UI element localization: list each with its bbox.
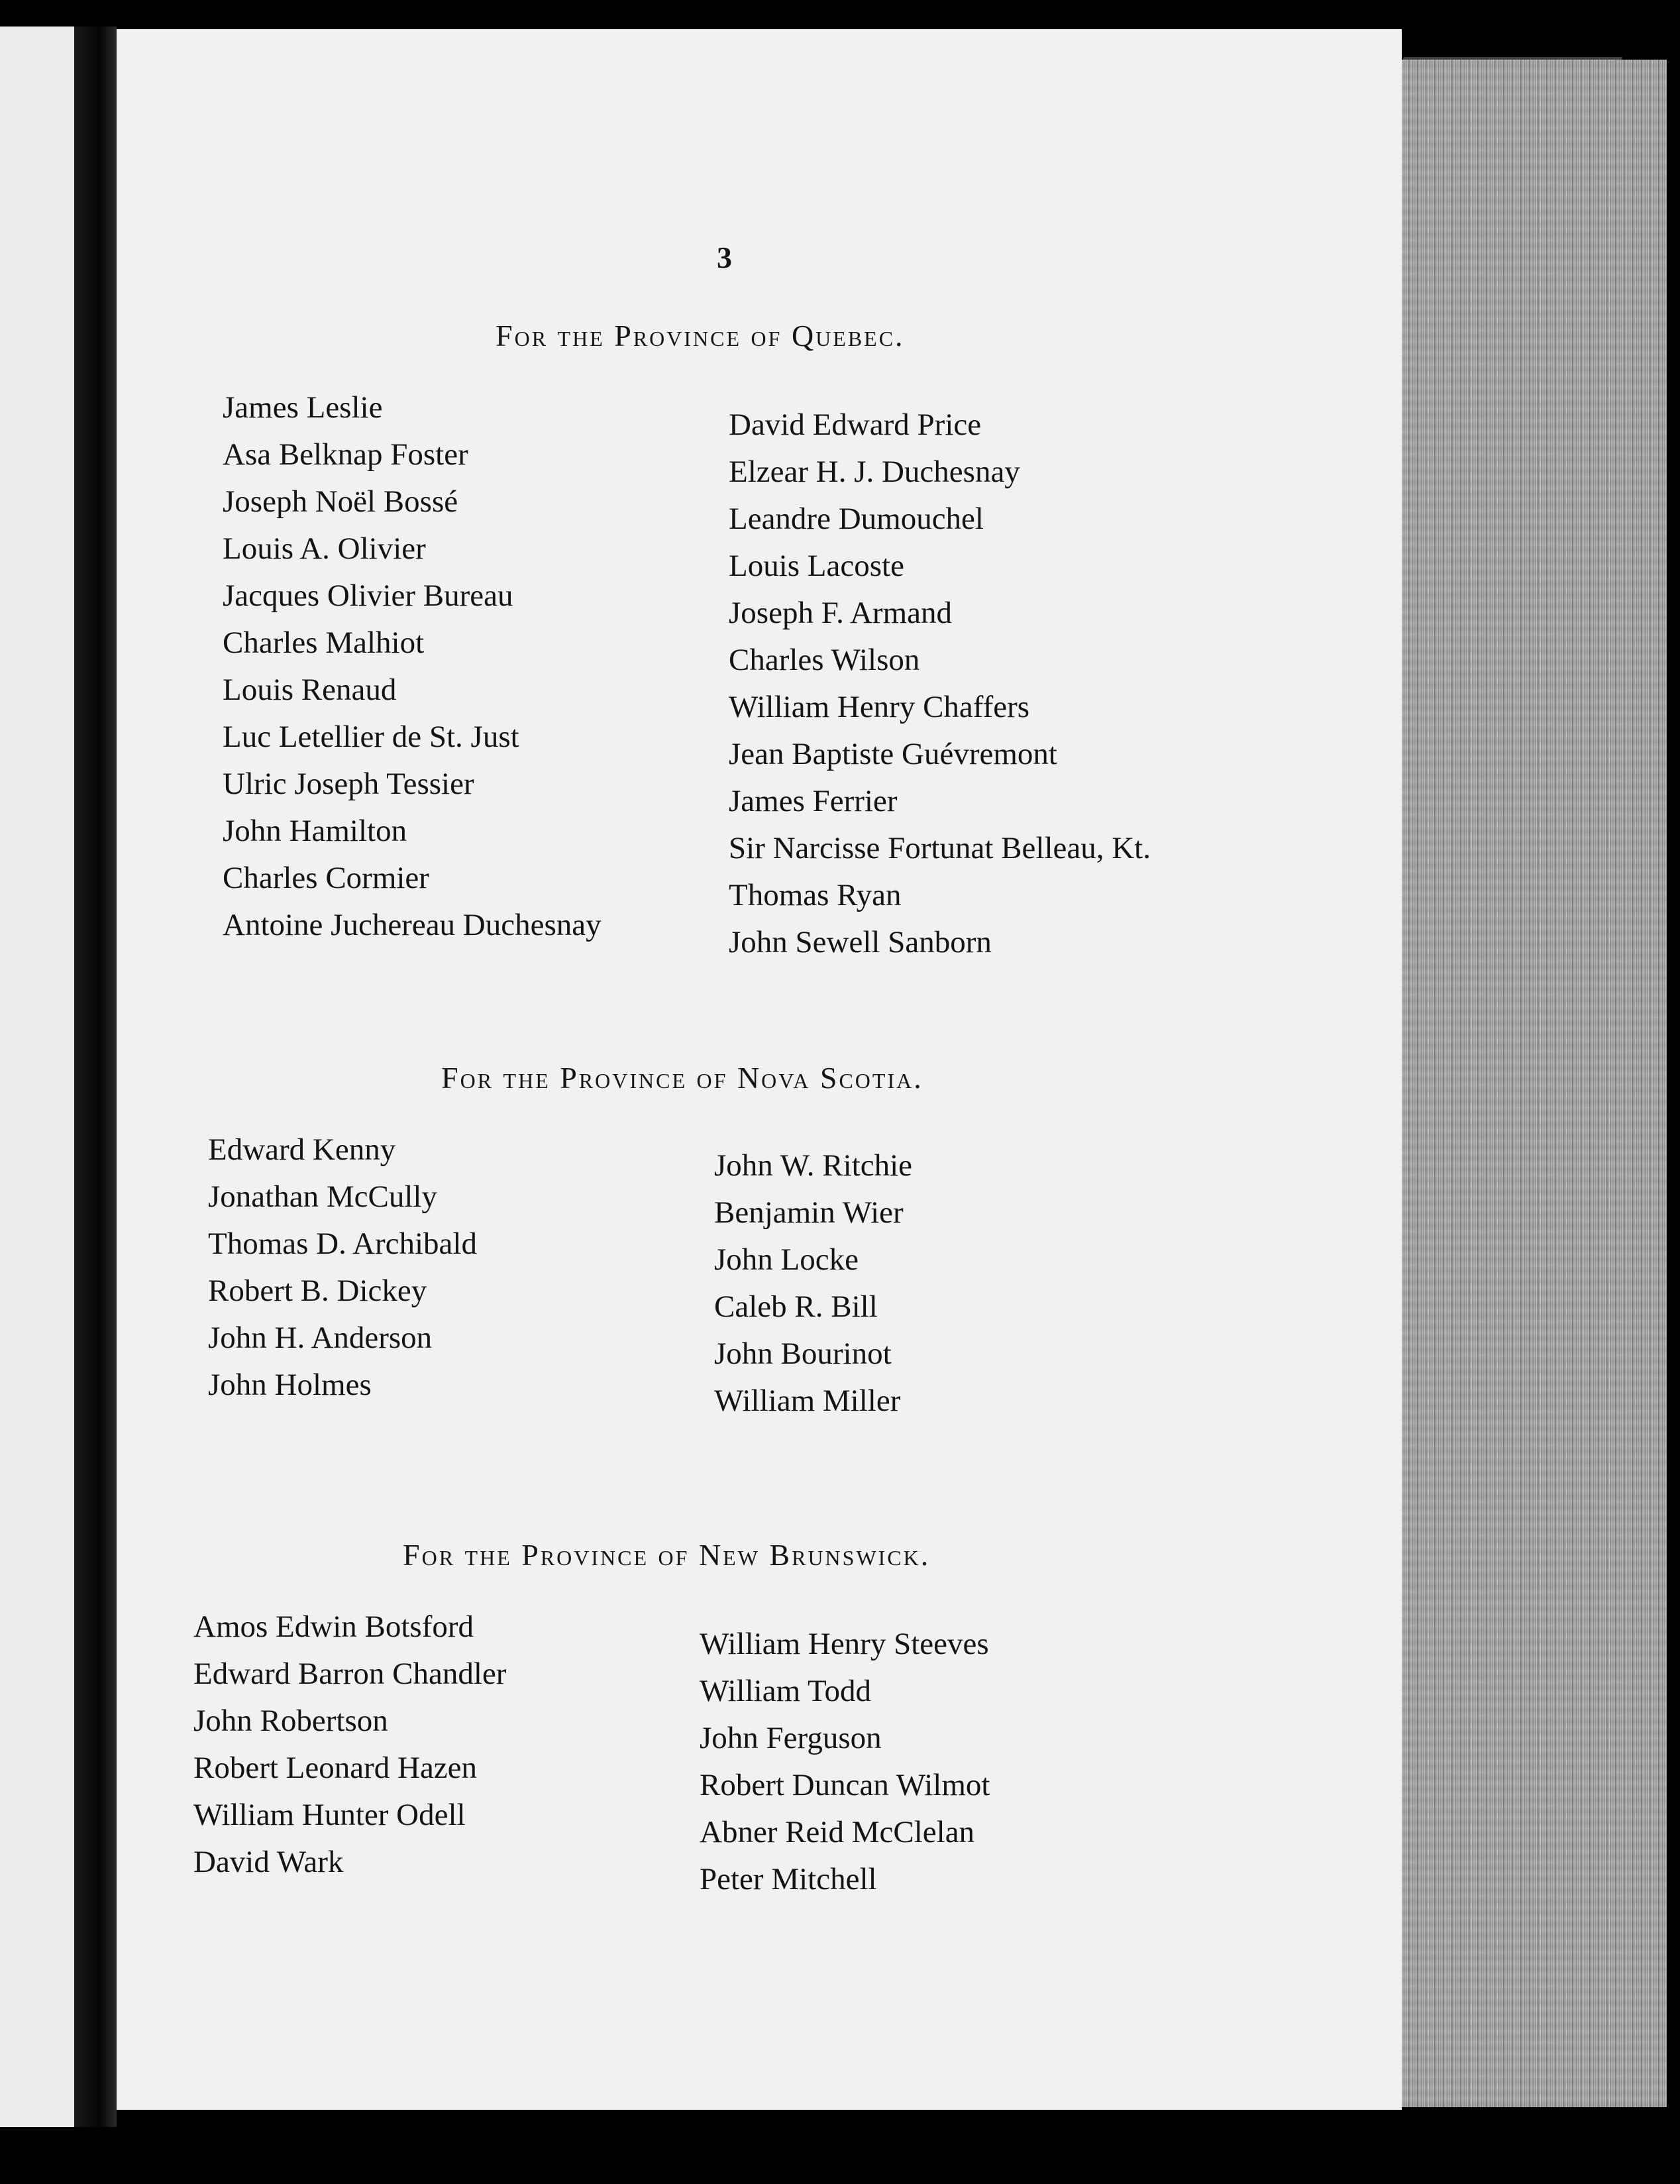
name-entry: Jonathan McCully bbox=[208, 1179, 437, 1214]
name-entry: William Todd bbox=[700, 1674, 871, 1708]
name-entry: Asa Belknap Foster bbox=[223, 437, 468, 472]
name-entry: Benjamin Wier bbox=[714, 1195, 904, 1230]
name-entry: Elzear H. J. Duchesnay bbox=[729, 455, 1020, 489]
name-entry: John H. Anderson bbox=[208, 1321, 433, 1355]
name-entry: Antoine Juchereau Duchesnay bbox=[223, 908, 602, 942]
name-entry: Robert B. Dickey bbox=[208, 1274, 427, 1308]
name-entry: Charles Cormier bbox=[223, 861, 429, 895]
name-entry: Jean Baptiste Guévremont bbox=[729, 737, 1057, 771]
name-entry: Louis Renaud bbox=[223, 673, 397, 707]
name-entry: John Robertson bbox=[193, 1704, 388, 1738]
name-entry: Edward Kenny bbox=[208, 1132, 396, 1167]
name-entry: David Edward Price bbox=[729, 408, 982, 442]
page-number: 3 bbox=[717, 241, 732, 274]
nova-scotia-names-right-column bbox=[714, 1142, 912, 1425]
name-entry: Amos Edwin Botsford bbox=[193, 1610, 474, 1644]
name-entry: Louis Lacoste bbox=[729, 549, 904, 583]
quebec-names-left-column bbox=[223, 384, 602, 949]
name-entry: Louis A. Olivier bbox=[223, 531, 426, 566]
name-entry: Luc Letellier de St. Just bbox=[223, 720, 519, 754]
name-entry: James Ferrier bbox=[729, 784, 898, 818]
name-entry: Thomas Ryan bbox=[729, 878, 902, 912]
name-entry: John W. Ritchie bbox=[714, 1148, 912, 1183]
name-entry: Jacques Olivier Bureau bbox=[223, 578, 513, 613]
name-entry: John Bourinot bbox=[714, 1337, 892, 1371]
nova-scotia-names-left-column bbox=[208, 1126, 477, 1409]
name-entry: John Ferguson bbox=[700, 1721, 882, 1755]
section-heading-quebec: For the Province of Quebec. bbox=[496, 319, 905, 353]
name-entry: Peter Mitchell bbox=[700, 1862, 877, 1896]
name-entry: William Henry Chaffers bbox=[729, 690, 1030, 724]
quebec-names-right-column bbox=[729, 402, 1151, 966]
name-entry: Leandre Dumouchel bbox=[729, 502, 984, 536]
name-entry: James Leslie bbox=[223, 390, 383, 425]
section-heading-new-brunswick: For the Province of New Brunswick. bbox=[403, 1538, 931, 1572]
new-brunswick-names-left-column bbox=[193, 1604, 506, 1886]
page-block-edges bbox=[1402, 60, 1667, 2107]
name-entry: John Hamilton bbox=[223, 814, 407, 848]
name-entry: Joseph Noël Bossé bbox=[223, 484, 458, 519]
name-entry: David Wark bbox=[193, 1845, 344, 1879]
book-gutter bbox=[74, 27, 117, 2127]
name-entry: Sir Narcisse Fortunat Belleau, Kt. bbox=[729, 831, 1151, 865]
new-brunswick-names-right-column bbox=[700, 1621, 990, 1903]
name-entry: Edward Barron Chandler bbox=[193, 1657, 507, 1691]
name-entry: Thomas D. Archibald bbox=[208, 1227, 477, 1261]
name-entry: John Holmes bbox=[208, 1368, 372, 1402]
name-entry: Charles Wilson bbox=[729, 643, 920, 677]
name-entry: Joseph F. Armand bbox=[729, 596, 952, 630]
name-entry: William Miller bbox=[714, 1384, 901, 1418]
facing-page-edge bbox=[0, 27, 74, 2127]
name-entry: William Henry Steeves bbox=[700, 1627, 989, 1661]
name-entry: John Locke bbox=[714, 1242, 859, 1277]
name-entry: Abner Reid McClelan bbox=[700, 1815, 975, 1849]
name-entry: William Hunter Odell bbox=[193, 1798, 466, 1832]
name-entry: Charles Malhiot bbox=[223, 626, 425, 660]
name-entry: Caleb R. Bill bbox=[714, 1289, 878, 1324]
name-entry: Robert Leonard Hazen bbox=[193, 1751, 478, 1785]
name-entry: John Sewell Sanborn bbox=[729, 925, 992, 959]
name-entry: Robert Duncan Wilmot bbox=[700, 1768, 990, 1802]
section-heading-nova-scotia: For the Province of Nova Scotia. bbox=[441, 1061, 923, 1095]
name-entry: Ulric Joseph Tessier bbox=[223, 767, 474, 801]
